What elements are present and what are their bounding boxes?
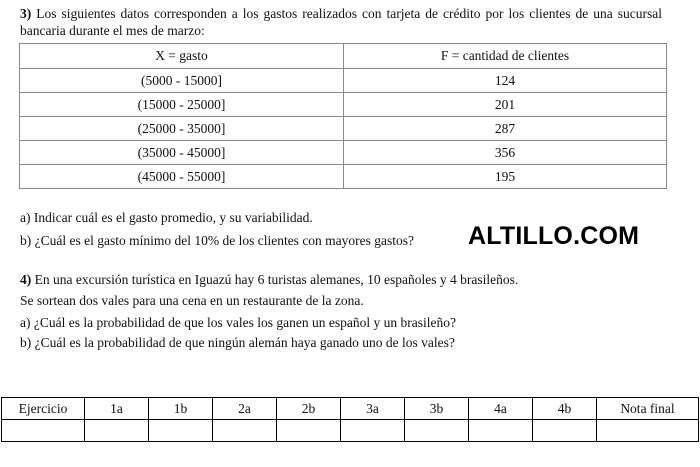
problem-4-question-b: b) ¿Cuál es la probabilidad de que ningún alemán haya ganado uno de los vales?: [20, 335, 455, 350]
grade-header-final: Nota final: [597, 398, 699, 420]
interval-cell: (5000 - 15000]: [20, 69, 344, 93]
grade-cell: [85, 420, 149, 442]
grade-header-row: [2, 398, 699, 420]
problem-4-number: 4): [20, 272, 32, 287]
grade-cell: [469, 420, 533, 442]
grade-cell: [597, 420, 699, 442]
grade-cell: [405, 420, 469, 442]
grade-cell: [277, 420, 341, 442]
grade-empty-row: [2, 420, 699, 442]
frequency-cell: 201: [344, 93, 667, 117]
problem-3-question-b: b) ¿Cuál es el gasto mínimo del 10% de los clientes con mayores gastos?: [20, 233, 415, 248]
grade-header-1b: 1b: [149, 398, 213, 420]
problem-3-question-a: a) Indicar cuál es el gasto promedio, y su variabilidad.: [20, 210, 313, 225]
grade-header-2b: 2b: [277, 398, 341, 420]
grade-header-2a: 2a: [213, 398, 277, 420]
problem-4-text: En una excursión turística en Iguazú hay 6 turistas alemanes, 10 españoles y 4 brasileños.: [34, 272, 519, 287]
frequency-cell: 195: [344, 165, 667, 189]
grade-header-ejercicio: Ejercicio: [2, 398, 85, 420]
grade-header-1a: 1a: [85, 398, 149, 420]
table-row: [20, 69, 667, 93]
interval-cell: (45000 - 55000]: [20, 165, 344, 189]
grade-header-3a: 3a: [341, 398, 405, 420]
interval-cell: (25000 - 35000]: [20, 117, 344, 141]
grade-header-4b: 4b: [533, 398, 597, 420]
frequency-cell: 124: [344, 69, 667, 93]
expenses-table: [19, 43, 667, 189]
problem-4-line-2: Se sortean dos vales para una cena en un restaurante de la zona.: [20, 293, 364, 308]
table-row: [20, 93, 667, 117]
problem-3-text: Los siguientes datos corresponden a los gastos realizados con tarjeta de crédito por los clientes de una sucursal bancaria durante el mes de marzo:: [20, 6, 662, 38]
problem-4-question-a: a) ¿Cuál es la probabilidad de que los vales los ganen un español y un brasileño?: [20, 315, 457, 330]
table-row: [20, 141, 667, 165]
grade-cell: [149, 420, 213, 442]
header-x: X = gasto: [20, 44, 344, 69]
grade-cell: [213, 420, 277, 442]
grade-cell: [533, 420, 597, 442]
grade-table: [1, 397, 699, 442]
frequency-cell: 356: [344, 141, 667, 165]
grade-cell: [341, 420, 405, 442]
interval-cell: (35000 - 45000]: [20, 141, 344, 165]
altillo-logo: ALTILLO.COM: [468, 222, 640, 250]
grade-header-3b: 3b: [405, 398, 469, 420]
problem-4-line-1: [20, 271, 518, 288]
table-row: [20, 165, 667, 189]
problem-3-intro: [20, 5, 662, 39]
grade-header-4a: 4a: [469, 398, 533, 420]
interval-cell: (15000 - 25000]: [20, 93, 344, 117]
table-header-row: [20, 44, 667, 69]
table-row: [20, 117, 667, 141]
grade-cell: [2, 420, 85, 442]
problem-3-number: 3): [20, 6, 32, 21]
header-f: F = cantidad de clientes: [344, 44, 667, 69]
frequency-cell: 287: [344, 117, 667, 141]
